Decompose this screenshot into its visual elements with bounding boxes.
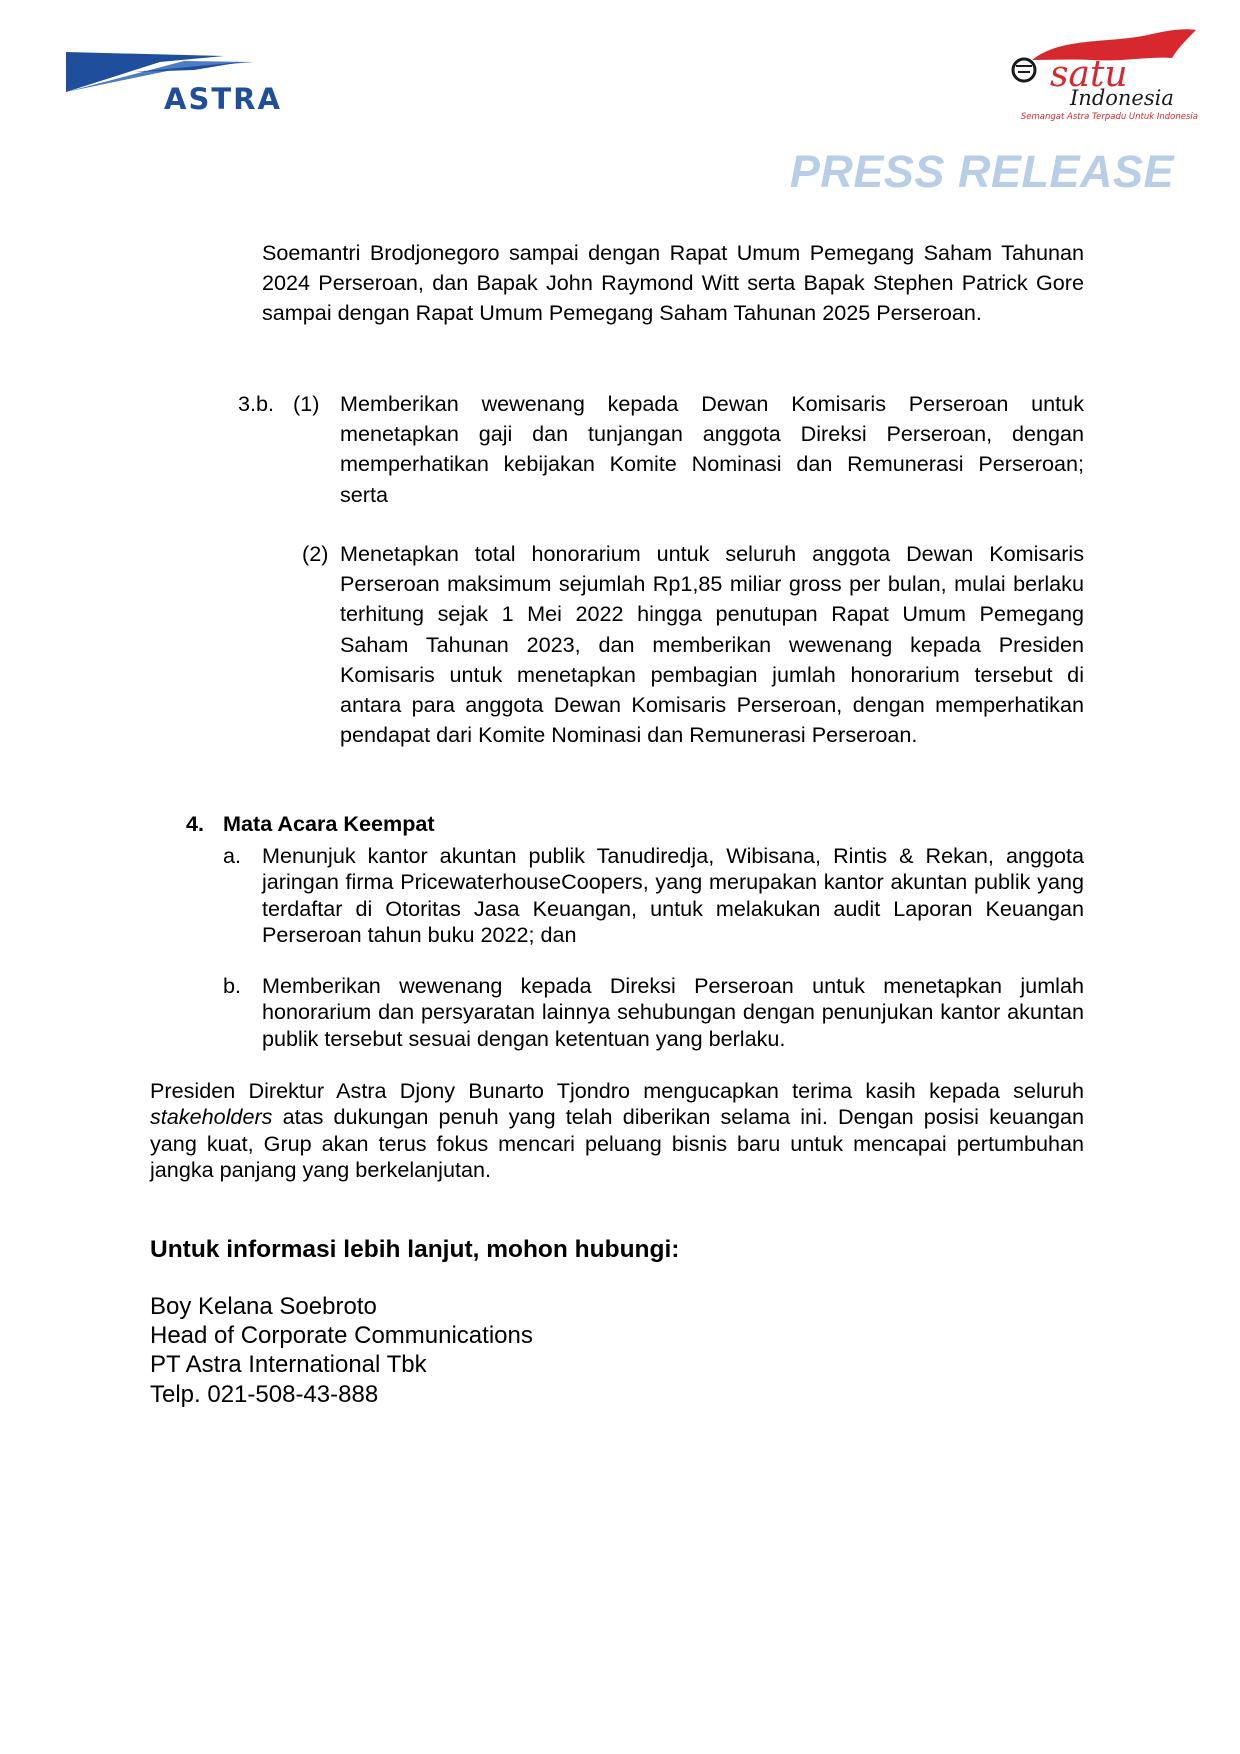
astra-wordmark: ASTRA [164, 82, 282, 116]
contact-position: Head of Corporate Communications [150, 1322, 533, 1349]
satu-indonesia-logo [1002, 26, 1198, 126]
item-4a-text: Menunjuk kantor akuntan publik Tanudiredja, Wibisana, Rintis & Rekan, anggota jaringan firma PricewaterhouseCoopers, yang merupakan kantor akuntan publik yang terdaftar di Otoritas Jasa Keuangan, untuk melakukan audit Laporan Keuangan Perseroan tahun buku 2022; dan [262, 843, 1084, 948]
continuation-paragraph: Soemantri Brodjonegoro sampai dengan Rapat Umum Pemegang Saham Tahunan 2024 Perseroan, dan Bapak John Raymond Witt serta Bapak Stephen Patrick Gore sampai dengan Rapat Umum Pemegang Saham Tahunan 2025 Perseroan. [262, 240, 1084, 326]
item-4b-text: Memberikan wewenang kepada Direksi Perseroan untuk menetapkan jumlah honorarium dan persyaratan lainnya sehubungan dengan penunjukan kantor akuntan publik tersebut sesuai dengan ketentuan yang berlaku. [262, 973, 1084, 1051]
item-3b-sub2-text: Menetapkan total honorarium untuk seluruh anggota Dewan Komisaris Perseroan maksimum sejumlah Rp1,85 miliar gross per bulan, mulai berlaku terhitung sejak 1 Mei 2022 hingga penutupan Rapat Umum Pemegang Saham Tahunan 2023, dan memberikan wewenang kepada Presiden Komisaris untuk menetapkan pembagian jumlah honorarium tersebut di antara para anggota Dewan Komisaris Perseroan, dengan memperhatikan pendapat dari Komite Nominasi dan Remunerasi Perseroan. [340, 541, 1084, 748]
closing-text-start: Presiden Direktur Astra Djony Bunarto Tjondro mengucapkan terima kasih kepada seluruh [150, 1078, 1084, 1103]
item-4a-label: a. [223, 843, 242, 868]
closing-text-end: atas dukungan penuh yang telah diberikan selama ini. Dengan posisi keuangan yang kuat, Grup akan terus fokus mencari peluang bisnis baru untuk mencapai pertumbuhan jangka panjang yang berkelanjutan. [150, 1104, 1084, 1183]
satu-wordmark: satu [1050, 54, 1128, 95]
contact-company: PT Astra International Tbk [150, 1351, 427, 1378]
indonesia-wordmark: Indonesia [1070, 86, 1174, 110]
contact-title: Untuk informasi lebih lanjut, mohon hubungi: [150, 1236, 680, 1263]
contact-phone: Telp. 021-508-43-888 [150, 1381, 379, 1408]
item-3b-sub2-label: (2) [302, 541, 329, 566]
contact-name: Boy Kelana Soebroto [150, 1293, 377, 1320]
item-4b-label: b. [223, 973, 242, 998]
item-3b-sub1-label: (1) [293, 391, 320, 416]
astra-logo [64, 48, 284, 114]
satu-tagline: Semangat Astra Terpadu Untuk Indonesia [1020, 112, 1198, 122]
item-3b-label: 3.b. [238, 391, 275, 416]
item-3b-sub1-text: Memberikan wewenang kepada Dewan Komisaris Perseroan untuk menetapkan gaji dan tunjangan anggota Direksi Perseroan, dengan memperhatikan kebijakan Komite Nominasi dan Remunerasi Perseroan; serta [340, 391, 1084, 507]
item-4-title: Mata Acara Keempat [223, 811, 435, 836]
closing-text-italic: stakeholders [150, 1104, 273, 1130]
closing-paragraph [150, 1078, 1084, 1184]
item-4-number: 4. [186, 811, 205, 836]
press-release-title: PRESS RELEASE [789, 146, 1174, 197]
